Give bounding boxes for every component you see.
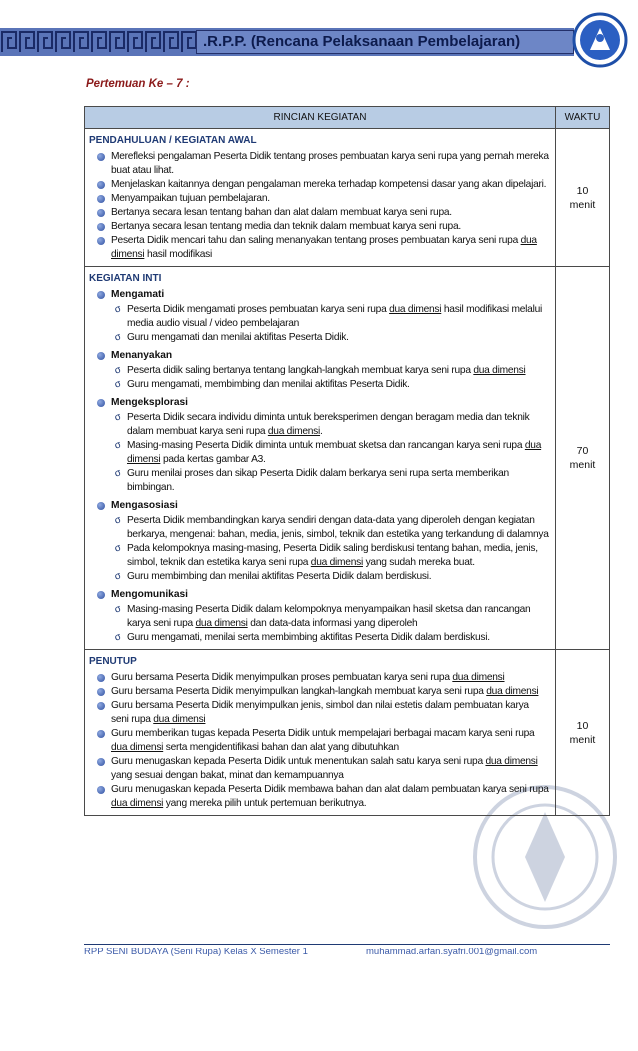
item-text: yang sesuai dengan bakat, minat dan kemampuannya [111,770,344,781]
underlined-term: dua dimensi [473,365,526,376]
time-cell-closing [556,650,610,816]
core-cell [85,267,556,650]
group-observe [97,288,549,345]
underlined-term: dua dimensi [111,742,164,753]
table-header-row [85,107,610,129]
group-communicate [97,588,549,645]
list-item: σ Guru mengamati, membimbing dan menilai aktifitas Peserta Didik. [115,378,549,392]
list-item: Menyampaikan tujuan pembelajaran. [97,192,549,206]
section-title-closing: PENUTUP [89,656,137,667]
list-item: Merefleksi pengalaman Peserta Didik tentang proses pembuatan karya seni rupa yang pernah mereka buat atau lihat. [97,150,549,178]
item-text: yang sudah mereka buat. [362,557,475,568]
section-title-core: KEGIATAN INTI [89,273,162,284]
time-unit: menit [569,198,596,211]
footer-document-label: RPP SENI BUDAYA (Seni Rupa) Kelas X Semester 1 [84,948,308,957]
list-item [115,603,549,631]
sub-list [115,364,549,392]
group-explore [97,396,549,495]
group-title: Mengeksplorasi [97,396,549,410]
list-item [97,727,549,755]
list-item: σ Guru mengamati dan menilai aktifitas Peserta Didik. [115,331,549,345]
item-text: Peserta Didik mencari tahu dan saling menanyakan tentang proses pembuatan karya seni rupa [111,235,521,246]
list-item: Menjelaskan kaitannya dengan pengalaman mereka terhadap kompetensi dasar yang akan dipelajari. [97,178,549,192]
sub-list [115,514,549,584]
item-text: pada kertas gambar A3. [160,454,266,465]
item-text: Guru menugaskan kepada Peserta Didik membawa bahan dan alat dalam pembuatan karya seni rupa [111,784,549,795]
footer-email: muhammad.arfan.syafri.001@gmail.com [366,948,538,957]
table-row [85,129,610,267]
tut-wuri-handayani-logo-icon [572,12,628,68]
footer [84,948,610,960]
item-text: Guru bersama Peserta Didik menyimpulkan jenis, simbol dan nilai estetis dalam pembuatan karya seni rupa [111,700,529,725]
time-unit: menit [569,733,596,746]
group-title: Menanyakan [97,349,549,363]
table-row [85,267,610,650]
document-title: .R.P.P. (Rencana Pelaksanaan Pembelajaran) [196,30,574,54]
sub-list [115,603,549,645]
list-item [97,699,549,727]
list-item: Bertanya secara lesan tentang bahan dan alat dalam membuat karya seni rupa. [97,206,549,220]
closing-cell [85,650,556,816]
sub-list [115,303,549,345]
intro-cell [85,129,556,267]
list-item [97,685,549,699]
item-text: Peserta Didik secara individu diminta untuk bereksperimen dengan beragam media dan teknik dalam membuat karya seni rupa [127,412,530,437]
time-unit: menit [569,459,596,471]
meeting-label: Pertemuan Ke – 7 : [86,78,190,90]
list-item: σ Guru menilai proses dan sikap Peserta Didik dalam berkarya seni rupa serta memberikan bimbingan. [115,467,549,495]
item-text: Peserta Didik mengamati proses pembuatan karya seni rupa [127,304,390,315]
column-header-activity: RINCIAN KEGIATAN [85,107,556,129]
item-text: Guru memberikan tugas kepada Peserta Didik untuk mempelajari berbagai macam karya seni rupa [111,728,535,739]
item-text: yang mereka pilih untuk pertemuan berikutnya. [163,798,367,809]
item-text: Guru bersama Peserta Didik menyimpulkan proses pembuatan karya seni rupa [111,672,453,683]
intro-list [97,150,549,262]
time-value: 70 [576,445,589,457]
list-item [97,783,549,811]
item-text: hasil modifikasi melalui media audio visual / video pembelajaran [127,304,543,329]
item-text: Peserta didik saling bertanya tentang langkah-langkah membuat karya seni rupa [127,365,474,376]
list-item [115,364,549,378]
list-item: Bertanya secara lesan tentang media dan teknik dalam membuat karya seni rupa. [97,220,549,234]
time-value: 10 [576,184,589,197]
item-text: serta mengidentifikasi bahan dan alat yang dibutuhkan [163,742,399,753]
underlined-term: dua dimensi [485,756,538,767]
time-value: 10 [576,719,589,732]
activity-table [84,106,610,816]
list-item [97,755,549,783]
underlined-term: dua dimensi [452,672,505,683]
list-item [97,671,549,685]
list-item [115,542,549,570]
closing-list [97,671,549,811]
list-item [115,439,549,467]
underlined-term: dua dimensi [195,618,248,629]
section-title-intro: PENDAHULUAN / KEGIATAN AWAL [89,135,257,146]
list-item [97,234,549,262]
list-item: σ Guru mengamati, menilai serta membimbing aktifitas Peserta Didik dalam berdiskusi. [115,631,549,645]
list-item [115,303,549,331]
list-item: σ Guru membimbing dan menilai aktifitas Peserta Didik dalam berdiskusi. [115,570,549,584]
list-item: σ Peserta Didik membandingkan karya sendiri dengan data-data yang diperoleh dengan kegiatan berkarya, mengenai: bahan, media, jenis, simbol, teknik dan estetika yang terkandung di dalamnya [115,514,549,542]
underlined-term: dua dimensi [486,686,539,697]
item-text: Guru bersama Peserta Didik menyimpulkan langkah-langkah membuat karya seni rupa [111,686,487,697]
table-row [85,650,610,816]
underlined-term: dua dimensi [267,426,321,437]
group-title: Mengamati [97,288,549,302]
item-text: Pada kelompoknya masing-masing, Peserta Didik saling berdiskusi tentang bahan, media, jenis, simbol, teknik dan estetika karya seni rupa [127,543,538,568]
group-ask [97,349,549,392]
list-item [115,411,549,439]
footer-divider [84,944,610,945]
underlined-term: dua dimensi [111,798,164,809]
item-text: Masing-masing Peserta Didik diminta untuk membuat sketsa dan rancangan karya seni rupa [127,440,525,451]
underlined-term: dua dimensi [310,557,363,568]
item-text: Masing-masing Peserta Didik dalam kelompoknya menyampaikan hasil sketsa dan rancangan karya seni rupa [127,604,531,629]
item-text: Guru menugaskan kepada Peserta Didik untuk menentukan salah satu karya seni rupa [111,756,486,767]
item-text: hasil modifikasi [144,249,213,260]
item-text: . [320,426,323,437]
underlined-term: dua dimensi [127,440,542,465]
underlined-term: dua dimensi [153,714,206,725]
time-cell-intro [556,129,610,267]
underlined-term: dua dimensi [389,304,442,315]
group-title: Mengasosiasi [97,499,549,513]
underlined-term: dua dimensi [111,235,537,260]
item-text: dan data-data informasi yang diperoleh [247,618,418,629]
group-title: Mengomunikasi [97,588,549,602]
group-associate [97,499,549,584]
column-header-time: WAKTU [556,107,610,129]
header-greek-key-pattern [0,28,200,56]
sub-list [115,411,549,495]
time-cell-core [556,267,610,650]
